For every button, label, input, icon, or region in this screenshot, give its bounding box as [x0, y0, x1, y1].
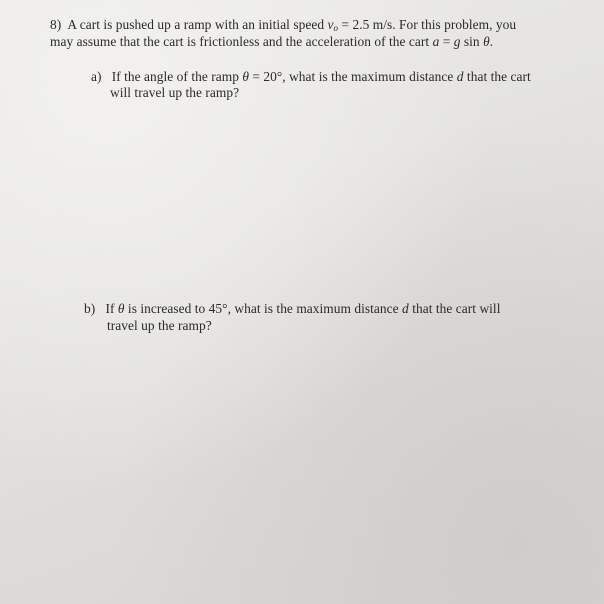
- gravity-symbol: g: [453, 34, 461, 49]
- question-8-line-2: [50, 33, 493, 50]
- acceleration-symbol: a: [432, 34, 440, 49]
- part-a-line-2: will travel up the ramp?: [110, 85, 240, 100]
- part-b-text-start: If: [105, 301, 118, 316]
- part-b-line-2: travel up the ramp?: [107, 318, 212, 333]
- initial-speed-value: = 2.5 m/s. For this problem, you: [338, 17, 517, 32]
- part-b-line-1: [84, 300, 500, 317]
- part-a-text-end: that the cart: [463, 69, 531, 84]
- theta-symbol: θ: [483, 34, 490, 49]
- period: .: [489, 34, 494, 49]
- part-a-text-start: If the angle of the ramp: [111, 69, 243, 84]
- part-b-text-middle: is increased to 45°, what is the maximum distance: [124, 301, 403, 316]
- assumption-text: may assume that the cart is frictionless and the acceleration of the cart: [50, 34, 433, 49]
- equals-sign: =: [439, 34, 454, 49]
- part-a-distance-symbol: d: [456, 69, 464, 84]
- question-intro: A cart is pushed up a ramp with an initial speed: [67, 17, 328, 32]
- part-b-label: b): [84, 301, 96, 316]
- part-b-text-end: that the cart will: [408, 301, 501, 316]
- part-a-label: a): [91, 69, 102, 84]
- part-b-distance-symbol: d: [402, 301, 409, 316]
- sin-text: sin: [460, 34, 484, 49]
- part-a-line-1: [91, 68, 531, 85]
- initial-speed-symbol: v: [327, 17, 334, 32]
- part-b-theta: θ: [117, 301, 125, 316]
- question-number: 8): [50, 17, 62, 32]
- part-a-text-middle: = 20°, what is the maximum distance: [249, 69, 457, 84]
- part-a-theta: θ: [242, 69, 249, 84]
- initial-speed-subscript: o: [333, 23, 339, 33]
